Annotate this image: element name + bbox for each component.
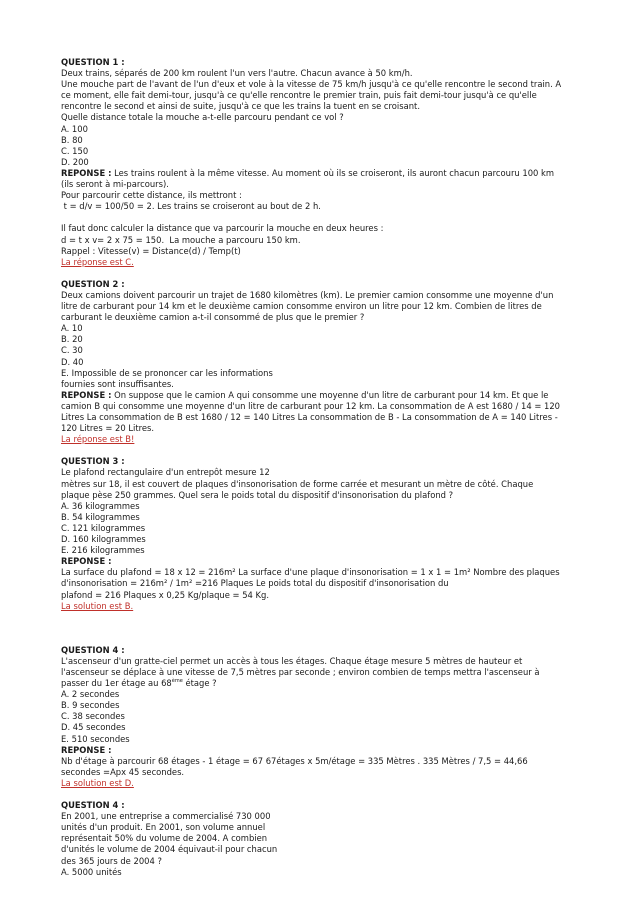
statement-line: Une mouche part de l'avant de l'un d'eux et vole à la vitesse de 75 km/h jusqu'à ce qu'elle rencontre le second train. A	[61, 79, 562, 90]
option-c: C. 30	[61, 345, 83, 356]
answer-label: REPONSE :	[61, 556, 112, 567]
option-e: E. Impossible de se prononcer car les informations	[61, 367, 273, 378]
answer-line: camion B qui consomme une moyenne d'un litre de carburant pour 12 km. La consommation de A est 1680 / 14 = 120	[61, 400, 560, 411]
option-e: E. 216 kilogrammes	[61, 545, 145, 556]
question-title: QUESTION 3 :	[61, 456, 125, 467]
answer-line: plafond = 216 Plaques x 0,25 Kg/plaque = 54 Kg.	[61, 589, 270, 600]
answer-label: REPONSE :	[61, 744, 112, 755]
option-b: B. 20	[61, 334, 83, 345]
document-content	[61, 57, 581, 878]
statement-line: Quelle distance totale la mouche a-t-elle parcouru pendant ce vol ?	[61, 112, 344, 123]
option-a: A. 10	[61, 323, 83, 334]
option-d: D. 45 secondes	[61, 722, 126, 733]
answer-line: d'insonorisation = 216m² / 1m² =216 Plaques Le poids total du dispositif d'insonorisation du	[61, 578, 449, 589]
answer-line: Litres La consommation de B est 1680 / 12 = 140 Litres La consommation de B - La consommation de A = 140 Litres -	[61, 412, 558, 422]
statement-line: litre de carburant pour 14 km et le deuxième camion consomme environ un litre pour 12 km. Combien de litres de	[61, 301, 542, 312]
ordinal-suffix: ème	[171, 678, 183, 685]
option-c: C. 38 secondes	[61, 711, 125, 722]
statement-line: l'ascenseur se déplace à une vitesse de 7,5 mètres par seconde ; environ combien de temps mettra l'ascenseur à	[61, 666, 540, 677]
statement-line: d'unités le volume de 2004 équivaut-il pour chacun	[61, 844, 278, 855]
spacer	[61, 212, 581, 223]
option-b: B. 9 secondes	[61, 700, 120, 711]
answer-line: secondes =Apx 45 secondes.	[61, 766, 185, 777]
answer-line: Nb d'étage à parcourir 68 étages - 1 étage = 67 67étages x 5m/étage = 335 Mètres . 335 Mètres / 7,5 = 44,66	[61, 755, 528, 766]
answer-conclusion: La solution est B.	[61, 600, 134, 611]
statement-text: étage ?	[182, 678, 217, 689]
option-d: D. 200	[61, 156, 89, 167]
answer-line: 120 Litres = 20 Litres.	[61, 423, 155, 434]
option-d: D. 160 kilogrammes	[61, 534, 146, 545]
option-b: B. 54 kilogrammes	[61, 511, 140, 522]
statement-line	[61, 678, 581, 689]
question-title: QUESTION 4 :	[61, 800, 125, 811]
answer-line	[61, 390, 581, 401]
answer-line: Pour parcourir cette distance, ils mettront :	[61, 190, 242, 201]
answer-conclusion: La solution est D.	[61, 777, 134, 788]
answer-line: Rappel : Vitesse(v) = Distance(d) / Temp(t)	[61, 245, 241, 256]
question-title: QUESTION 4 :	[61, 644, 125, 655]
question-title: QUESTION 1 :	[61, 57, 125, 67]
statement-text: passer du 1er étage au 68	[61, 678, 172, 689]
option-a: A. 100	[61, 123, 88, 134]
question-2	[61, 279, 581, 445]
statement-line: carburant le deuxième camion a-t-il consommé de plus que le premier ?	[61, 312, 365, 323]
question-1	[61, 57, 581, 268]
option-a: A. 2 secondes	[61, 689, 120, 700]
statement-line: unités d'un produit. En 2001, son volume annuel	[61, 822, 266, 833]
option-e-continued: fournies sont insuffisantes.	[61, 378, 174, 389]
spacer	[61, 268, 581, 279]
answer-conclusion: La réponse est B!	[61, 434, 135, 445]
option-b: B. 80	[61, 134, 83, 145]
option-a: A. 36 kilogrammes	[61, 500, 140, 511]
statement-line: rencontre le second et ainsi de suite, jusqu'à ce que les trains la tuent en se croisant.	[61, 101, 420, 112]
answer-line: La surface du plafond = 18 x 12 = 216m² La surface d'une plaque d'insonorisation = 1 x 1 = 1m² Nombre des plaques	[61, 567, 560, 578]
option-d: D. 40	[61, 356, 84, 367]
question-5	[61, 800, 581, 878]
spacer	[61, 789, 581, 800]
statement-line: Le plafond rectangulaire d'un entrepôt mesure 12	[61, 467, 270, 478]
statement-line: représentait 50% du volume de 2004. A combien	[61, 833, 268, 844]
answer-label: REPONSE :	[61, 389, 112, 400]
answer-line: t = d/v = 100/50 = 2. Les trains se croiseront au bout de 2 h.	[61, 201, 321, 212]
answer-conclusion: La réponse est C.	[61, 256, 134, 267]
statement-line: Deux camions doivent parcourir un trajet de 1680 kilomètres (km). Le premier camion consomme une moyenne d'un	[61, 289, 554, 300]
statement-line: mètres sur 18, il est couvert de plaques d'insonorisation de forme carrée et mesurant un mètre de côté. Chaque	[61, 478, 534, 489]
statement-line: ce moment, elle fait demi-tour, jusqu'à ce qu'elle rencontre le premier train, puis fait demi-tour jusqu'à ce qu'elle	[61, 90, 537, 101]
answer-text: Les trains roulent à la même vitesse. Au moment où ils se croiseront, ils auront chacun parcouru 100 km	[111, 167, 555, 178]
statement-line: Deux trains, séparés de 200 km roulent l'un vers l'autre. Chacun avance à 50 km/h.	[61, 68, 413, 79]
spacer	[61, 634, 581, 645]
spacer	[61, 445, 581, 456]
answer-line: (ils seront à mi-parcours).	[61, 179, 169, 190]
option-c: C. 150	[61, 145, 89, 156]
statement-line: plaque pèse 250 grammes. Quel sera le poids total du dispositif d'insonorisation du plafond ?	[61, 489, 454, 500]
question-4	[61, 645, 581, 789]
answer-line: Il faut donc calculer la distance que va parcourir la mouche en deux heures :	[61, 223, 384, 234]
statement-line: des 365 jours de 2004 ?	[61, 855, 162, 866]
option-e: E. 510 secondes	[61, 733, 130, 744]
option-a: A. 5000 unités	[61, 866, 122, 877]
spacer	[61, 612, 581, 634]
answer-line	[61, 168, 581, 179]
answer-text: On suppose que le camion A qui consomme une moyenne d'un litre de carburant pour 14 km. Et que le	[111, 389, 549, 400]
option-c: C. 121 kilogrammes	[61, 522, 146, 533]
answer-label: REPONSE :	[61, 167, 112, 178]
question-3	[61, 456, 581, 611]
question-title: QUESTION 2 :	[61, 278, 125, 289]
statement-line: En 2001, une entreprise a commercialisé 730 000	[61, 811, 271, 822]
statement-line: L'ascenseur d'un gratte-ciel permet un accès à tous les étages. Chaque étage mesure 5 mètres de hauteur et	[61, 655, 523, 666]
answer-line: d = t x v= 2 x 75 = 150. La mouche a parcouru 150 km.	[61, 234, 301, 245]
